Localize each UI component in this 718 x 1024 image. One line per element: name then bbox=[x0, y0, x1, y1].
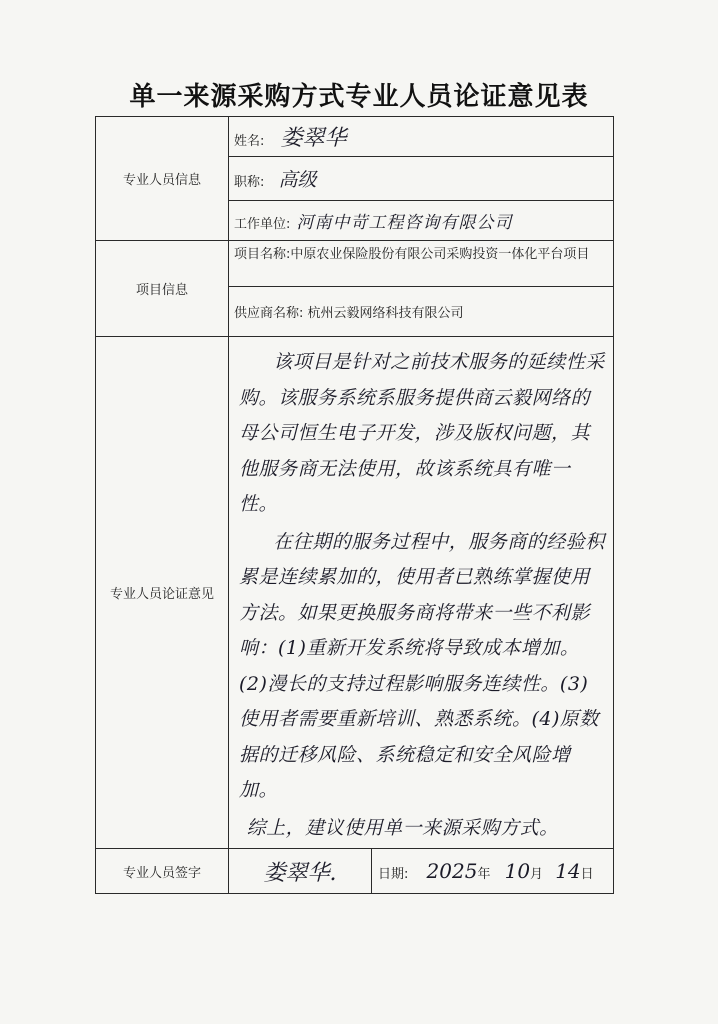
title-label: 职称: bbox=[234, 175, 265, 190]
project-field bbox=[229, 241, 614, 287]
date-month-unit: 月 bbox=[530, 867, 544, 882]
page-title: 单一来源采购方式专业人员论证意见表 bbox=[129, 82, 589, 112]
supplier-field bbox=[229, 287, 614, 337]
date-month: 10 bbox=[504, 859, 531, 883]
signature-label: 专业人员签字 bbox=[96, 849, 229, 894]
name-value: 娄翠华 bbox=[280, 126, 347, 151]
title-field bbox=[229, 157, 614, 201]
opinion-row bbox=[96, 337, 614, 849]
opinion-content bbox=[229, 337, 614, 849]
date-year-unit: 年 bbox=[477, 867, 491, 882]
title-value: 高级 bbox=[278, 169, 317, 191]
opinion-paragraph: 该项目是针对之前技术服务的延续性采购。该服务系统系服务提供商云毅网络的母公司恒生电子开发，涉及版权问题，其他服务商无法使用，故该系统具有唯一性。 bbox=[239, 351, 605, 515]
date-field bbox=[372, 849, 614, 894]
name-row bbox=[96, 117, 614, 157]
date-label: 日期: bbox=[378, 867, 409, 882]
supplier-value: 杭州云毅网络科技有限公司 bbox=[307, 306, 464, 321]
date-year: 2025 bbox=[426, 859, 478, 883]
name-field bbox=[229, 117, 614, 157]
unit-field bbox=[229, 201, 614, 241]
signature-field bbox=[229, 849, 372, 894]
unit-value: 河南中苛工程咨询有限公司 bbox=[296, 213, 513, 233]
name-label: 姓名: bbox=[234, 134, 265, 149]
opinion-label: 专业人员论证意见 bbox=[96, 337, 229, 849]
expert-info-label: 专业人员信息 bbox=[96, 117, 229, 241]
signature-row bbox=[96, 849, 614, 894]
argument-opinion-form bbox=[95, 116, 614, 894]
opinion-conclusion: 综上，建议使用单一来源采购方式。 bbox=[246, 816, 559, 839]
project-info-label: 项目信息 bbox=[96, 241, 229, 337]
unit-label: 工作单位: bbox=[234, 217, 291, 232]
supplier-label: 供应商名称: bbox=[234, 306, 304, 321]
signature-value: 娄翠华. bbox=[263, 860, 337, 886]
project-value: 中原农业保险股份有限公司采购投资一体化平台项目 bbox=[290, 247, 590, 262]
project-row bbox=[96, 241, 614, 287]
opinion-paragraph: 在往期的服务过程中，服务商的经验积累是连续累加的，使用者已熟练掌握使用方法。如果更换服务商将带来一些不利影响：(1)重新开发系统将导致成本增加。(2)漫长的支持过程影响服务连续性。(3)使用者需要重新培训、熟悉系统。(4)原数据的迁移风险、系统稳定和安全风险增加。 bbox=[239, 530, 605, 801]
date-day-unit: 日 bbox=[580, 867, 594, 882]
project-label: 项目名称: bbox=[234, 247, 291, 262]
date-day: 14 bbox=[555, 859, 581, 883]
